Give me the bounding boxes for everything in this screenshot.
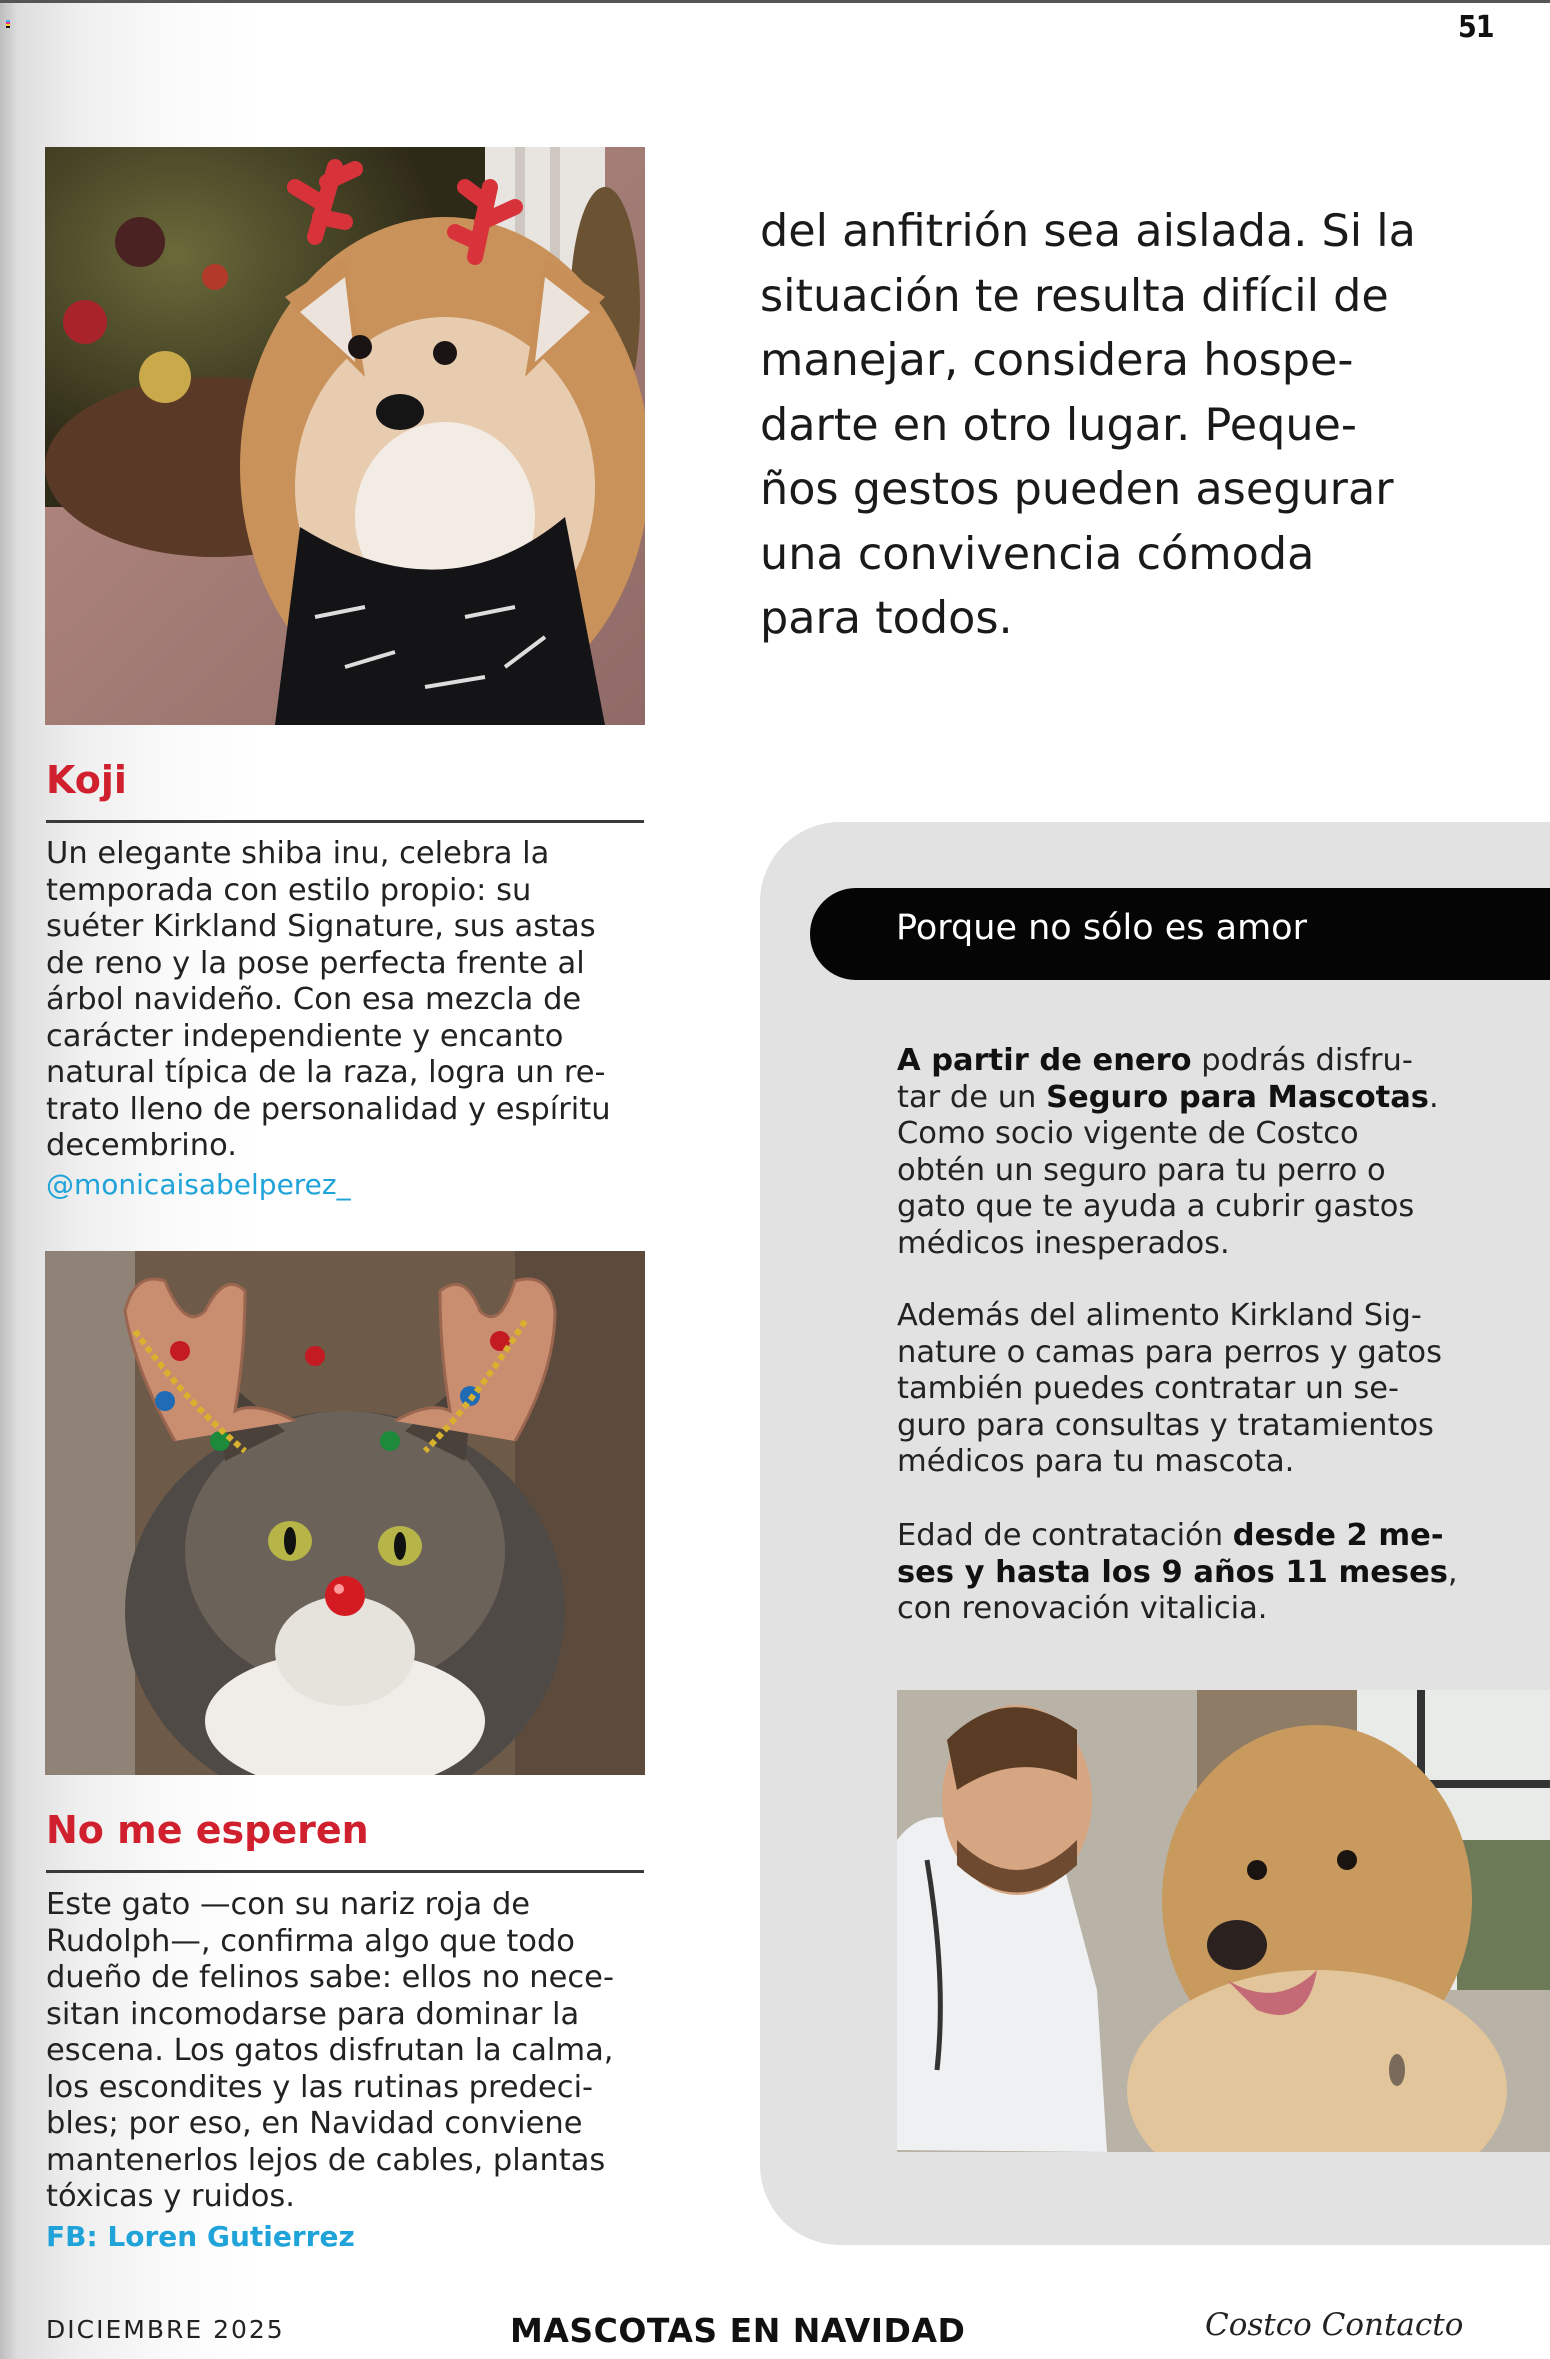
shiba-dog-image-icon xyxy=(45,147,645,725)
bold-text: desde 2 me- xyxy=(1232,1518,1444,1553)
vet-photo xyxy=(897,1690,1550,2152)
cat-title: No me esperen xyxy=(46,1808,369,1852)
panel-line: guro para consultas y tratamientos xyxy=(897,1407,1434,1443)
koji-body-line: árbol navideño. Con esa mezcla de xyxy=(46,982,582,1017)
panel-line: obtén un seguro para tu perro o xyxy=(897,1152,1386,1188)
text-span: podrás disfru- xyxy=(1191,1043,1413,1078)
cat-body-line: dueño de felinos sabe: ellos no nece- xyxy=(46,1960,614,1995)
panel-paragraph-2 xyxy=(897,1298,1442,1481)
panel-paragraph-1 xyxy=(897,1043,1439,1262)
bold-text: ses y hasta los 9 años 11 meses xyxy=(897,1554,1448,1590)
continuation-line: ños gestos pueden asegurar xyxy=(760,464,1394,515)
panel-line: gato que te ayuda a cubrir gastos xyxy=(897,1189,1415,1224)
bold-text: Seguro para Mascotas xyxy=(1046,1079,1429,1115)
cat-body-line: Rudolph—, confirma algo que todo xyxy=(46,1923,575,1959)
cat-body-line: bles; por eso, en Navidad conviene xyxy=(46,2106,583,2141)
koji-body-line: trato lleno de personalidad y espíritu xyxy=(46,1091,611,1127)
koji-body-line: decembrino. xyxy=(46,1128,237,1163)
cat-body-line: mantenerlos lejos de cables, plantas xyxy=(46,2142,606,2178)
footer-publication-name: Costco Contacto xyxy=(1205,2307,1464,2343)
cat-title-rule xyxy=(46,1870,644,1873)
cat-facebook-credit-link[interactable]: FB: Loren Gutierrez xyxy=(46,2220,355,2253)
panel-paragraph-3 xyxy=(897,1518,1458,1628)
text-span: Edad de contratación xyxy=(897,1518,1233,1553)
text-span: tar de un xyxy=(897,1079,1047,1115)
koji-body-line: suéter Kirkland Signature, sus astas xyxy=(46,909,596,944)
panel-line: con renovación vitalicia. xyxy=(897,1591,1268,1626)
koji-title-rule xyxy=(46,820,644,823)
cat-photo xyxy=(45,1251,645,1775)
top-edge xyxy=(0,0,1550,3)
vet-and-dog-image-icon xyxy=(897,1690,1550,2152)
continuation-line: situación te resulta difícil de xyxy=(760,270,1389,322)
cat-body-line: sitan incomodarse para dominar la xyxy=(46,1996,580,2032)
panel-line: médicos para tu mascota. xyxy=(897,1444,1295,1479)
panel-heading: Porque no sólo es amor xyxy=(896,908,1307,948)
panel-line: Además del alimento Kirkland Sig- xyxy=(897,1298,1422,1333)
koji-photo xyxy=(45,147,645,725)
koji-body-line: de reno y la pose perfecta frente al xyxy=(46,945,585,981)
koji-instagram-credit-link[interactable]: @monicaisabelperez_ xyxy=(46,1168,351,1201)
cat-image-icon xyxy=(45,1251,645,1775)
koji-body xyxy=(46,836,646,1165)
text-span: , xyxy=(1447,1554,1458,1590)
koji-body-line: Un elegante shiba inu, celebra la xyxy=(46,836,550,871)
bold-text: A partir de enero xyxy=(897,1043,1192,1078)
cat-body-line: escena. Los gatos disfrutan la calma, xyxy=(46,2033,614,2068)
continuation-line: manejar, considera hospe- xyxy=(760,335,1354,386)
cat-body xyxy=(46,1887,646,2216)
continuation-line: del anfitrión sea aislada. Si la xyxy=(760,206,1416,257)
article-continuation xyxy=(760,200,1416,652)
cat-body-line: Este gato —con su nariz roja de xyxy=(46,1887,531,1922)
cat-body-line: los escondites y las rutinas predeci- xyxy=(46,2069,594,2105)
footer-section-title: MASCOTAS EN NAVIDAD xyxy=(510,2311,966,2350)
footer-issue-date: DICIEMBRE 2025 xyxy=(46,2315,285,2344)
panel-line: también puedes contratar un se- xyxy=(897,1371,1399,1406)
panel-line: médicos inesperados. xyxy=(897,1225,1230,1261)
panel-line: Como socio vigente de Costco xyxy=(897,1116,1359,1151)
page-number: 51 xyxy=(1458,10,1494,45)
koji-title: Koji xyxy=(46,758,127,802)
koji-body-line: temporada con estilo propio: su xyxy=(46,872,532,908)
panel-line: nature o camas para perros y gatos xyxy=(897,1334,1442,1370)
print-color-marks xyxy=(6,20,10,28)
continuation-line: una convivencia cómoda xyxy=(760,528,1315,580)
continuation-line: darte en otro lugar. Peque- xyxy=(760,399,1357,451)
continuation-line: para todos. xyxy=(760,593,1013,644)
text-span: . xyxy=(1428,1079,1439,1115)
koji-body-line: carácter independiente y encanto xyxy=(46,1018,564,1054)
cat-body-line: tóxicas y ruidos. xyxy=(46,2179,295,2214)
koji-body-line: natural típica de la raza, logra un re- xyxy=(46,1055,606,1090)
